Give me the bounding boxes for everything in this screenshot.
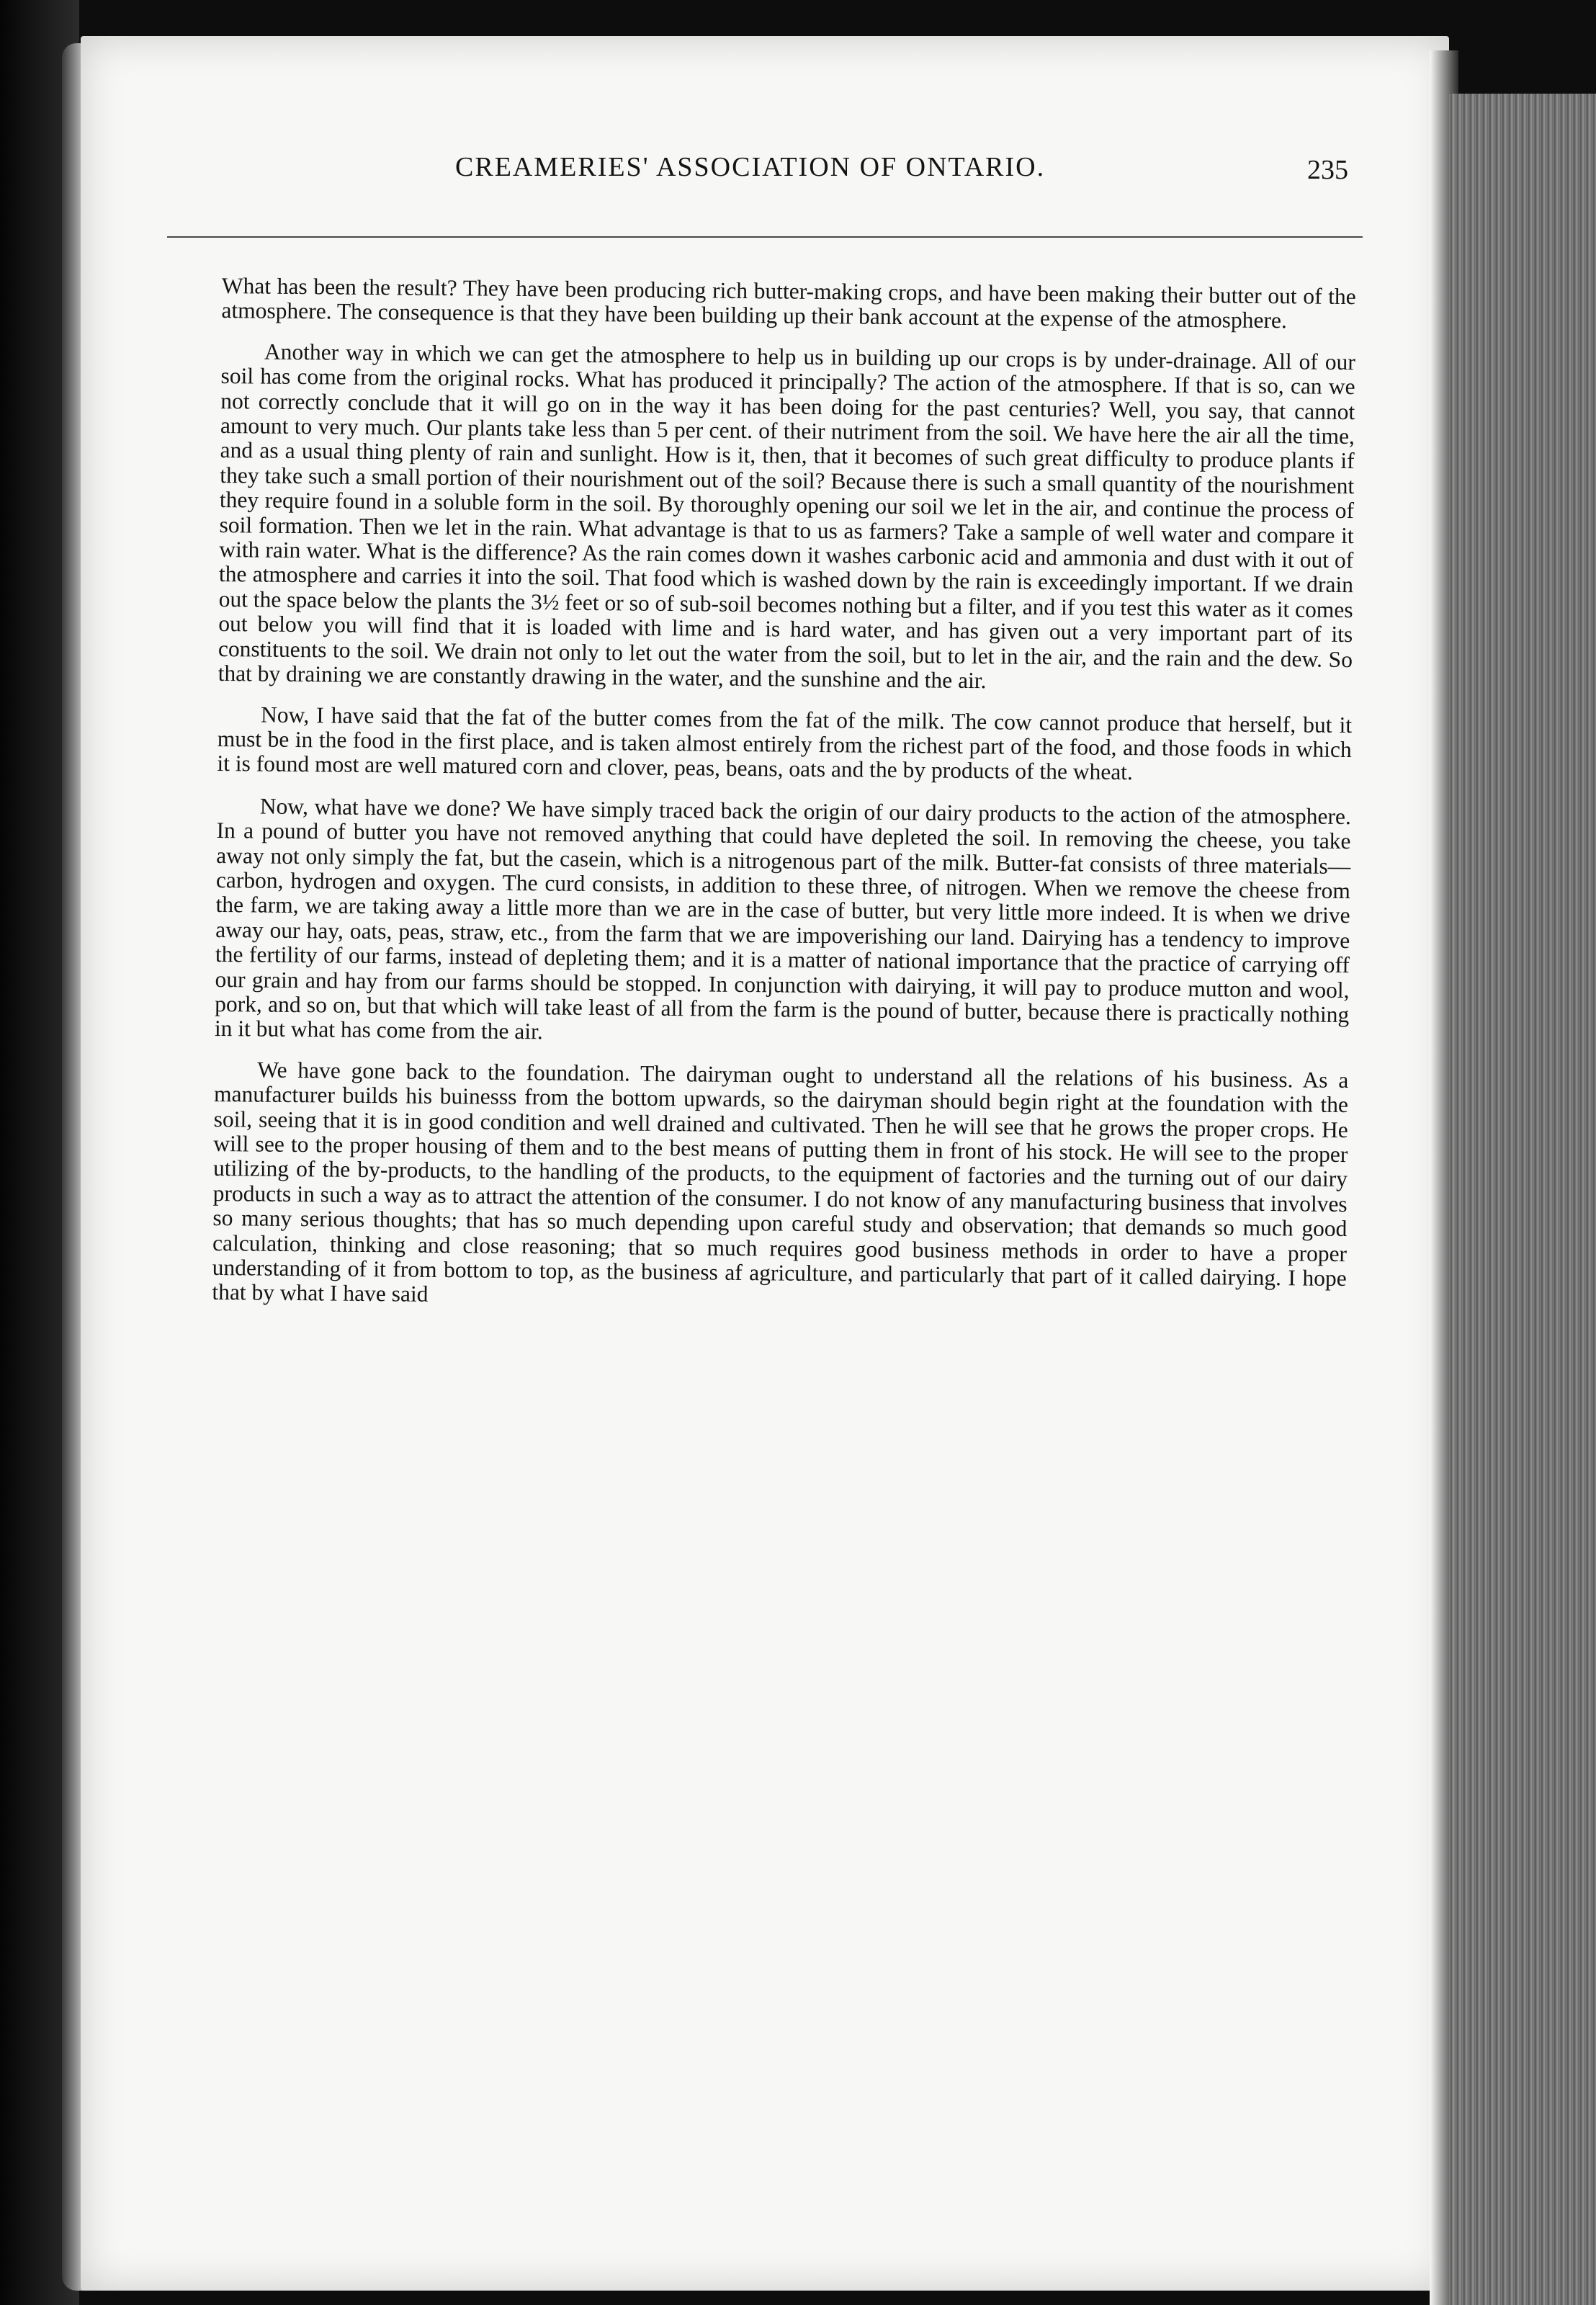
running-title: CREAMERIES' ASSOCIATION OF ONTARIO.	[455, 152, 1046, 182]
book-page	[81, 36, 1449, 2291]
paragraph-4: Now, what have we done? We have simply traced back the origin of our dairy products to the action of the atmosphere. In a pound of butter you have not removed anything that could have depleted the soil. In removing the cheese, you take away not only simply the fat, but the casein, which is a nitrogenous part of the milk. Butter-fat consists of three materials—carbon, hydrogen and oxygen. The curd consists, in addition to these three, of nitrogen. When we remove the cheese from the farm, we are taking away a little more than we are in the case of butter, but very little more indeed. It is when we drive away our hay, oats, peas, straw, etc., from the farm that we are impoverishing our land. Dairying has a tendency to improve the fertility of our farms, instead of depleting them; and it is a matter of national importance that the practice of carrying off our grain and hay from our farms should be stopped. In conjunction with dairying, it will pay to produce mutton and wool, pork, and so on, but that which will take least of all from the farm is the pound of butter, because there is practically nothing in it but what has come from the air.	[214, 793, 1352, 1044]
paragraph-3: Now, I have said that the fat of the butter comes from the fat of the milk. The cow cannot produce that herself, but it must be in the food in the first place, and is taken almost entirely from the richest part of the food, and those foods in which it is found most are well matured corn and clover, peas, beans, oats and the by products of the wheat.	[217, 702, 1353, 785]
paragraph-1: What has been the result? They have been producing rich butter-making crops, and have been making their butter out of the atmosphere. The consequence is that they have been building up their bank account at the expense of the atmosphere.	[221, 273, 1356, 334]
page-number: 235	[1307, 155, 1348, 185]
page-header	[189, 151, 1348, 194]
paragraph-5: We have gone back to the foundation. The dairyman ought to understand all the relations of his business. As a manufacturer builds his buinesss from the bottom upwards, so the dairyman should begin right at the foundation with the soil, seeing that it is in good condition and well drained and cultivated. Then he will see that he grows the proper crops. He will see to the proper housing of them and to the best means of putting them in front of his stock. He will see to the proper utilizing of the by-products, to the handling of the products, to the equipment of factories and the turning out of our dairy products in such a way as to attract the attention of the consumer. I do not know of any manufacturing business that involves so many serious thoughts; that has so much depending upon careful study and observation; that demands so much good calculation, thinking and close reasoning; that so much requires good business methods in order to have a proper understanding of it from bottom to top, as the business af agriculture, and particularly that part of it called dairying. I hope that by what I have said	[212, 1057, 1349, 1307]
header-rule	[167, 236, 1363, 238]
page-stack-edge	[1449, 94, 1596, 2305]
paragraph-2: Another way in which we can get the atmosphere to help us in building up our crops is by under-drainage. All of our soil has come from the original rocks. What has produced it principally? The action of the atmosphere. If that is so, can we not correctly conclude that it will go on in the way it has been doing for the past centuries? Well, you say, that cannot amount to very much. Our plants take less than 5 per cent. of their nutriment from the soil. We have here the air all the time, and as a usual thing plenty of rain and sunlight. How is it, then, that it becomes of such great difficulty to produce plants if they take such a small portion of their nourishment out of the soil? Because there is such a small quantity of the nourishment they require found in a soluble form in the soil. By thoroughly opening our soil we let in the air, and continue the process of soil formation. Then we let in the rain. What advantage is that to us as farmers? Take a sample of well water and compare it with rain water. What is the difference? As the rain comes down it washes carbonic acid and ammonia and dust with it out of the atmosphere and carries it into the soil. That food which is washed down by the rain is exceedingly important. If we drain out the space below the plants the 3½ feet or so of sub-soil becomes nothing but a filter, and if you test this water as it comes out below you will find that it is loaded with lime and is hard water, and has given out a very important part of its constituents to the soil. We drain not only to let out the water from the soil, but to let in the air, and the rain and the dew. So that by draining we are constantly drawing in the water, and the sunshine and the air.	[218, 339, 1356, 694]
body-text	[212, 274, 1356, 1332]
